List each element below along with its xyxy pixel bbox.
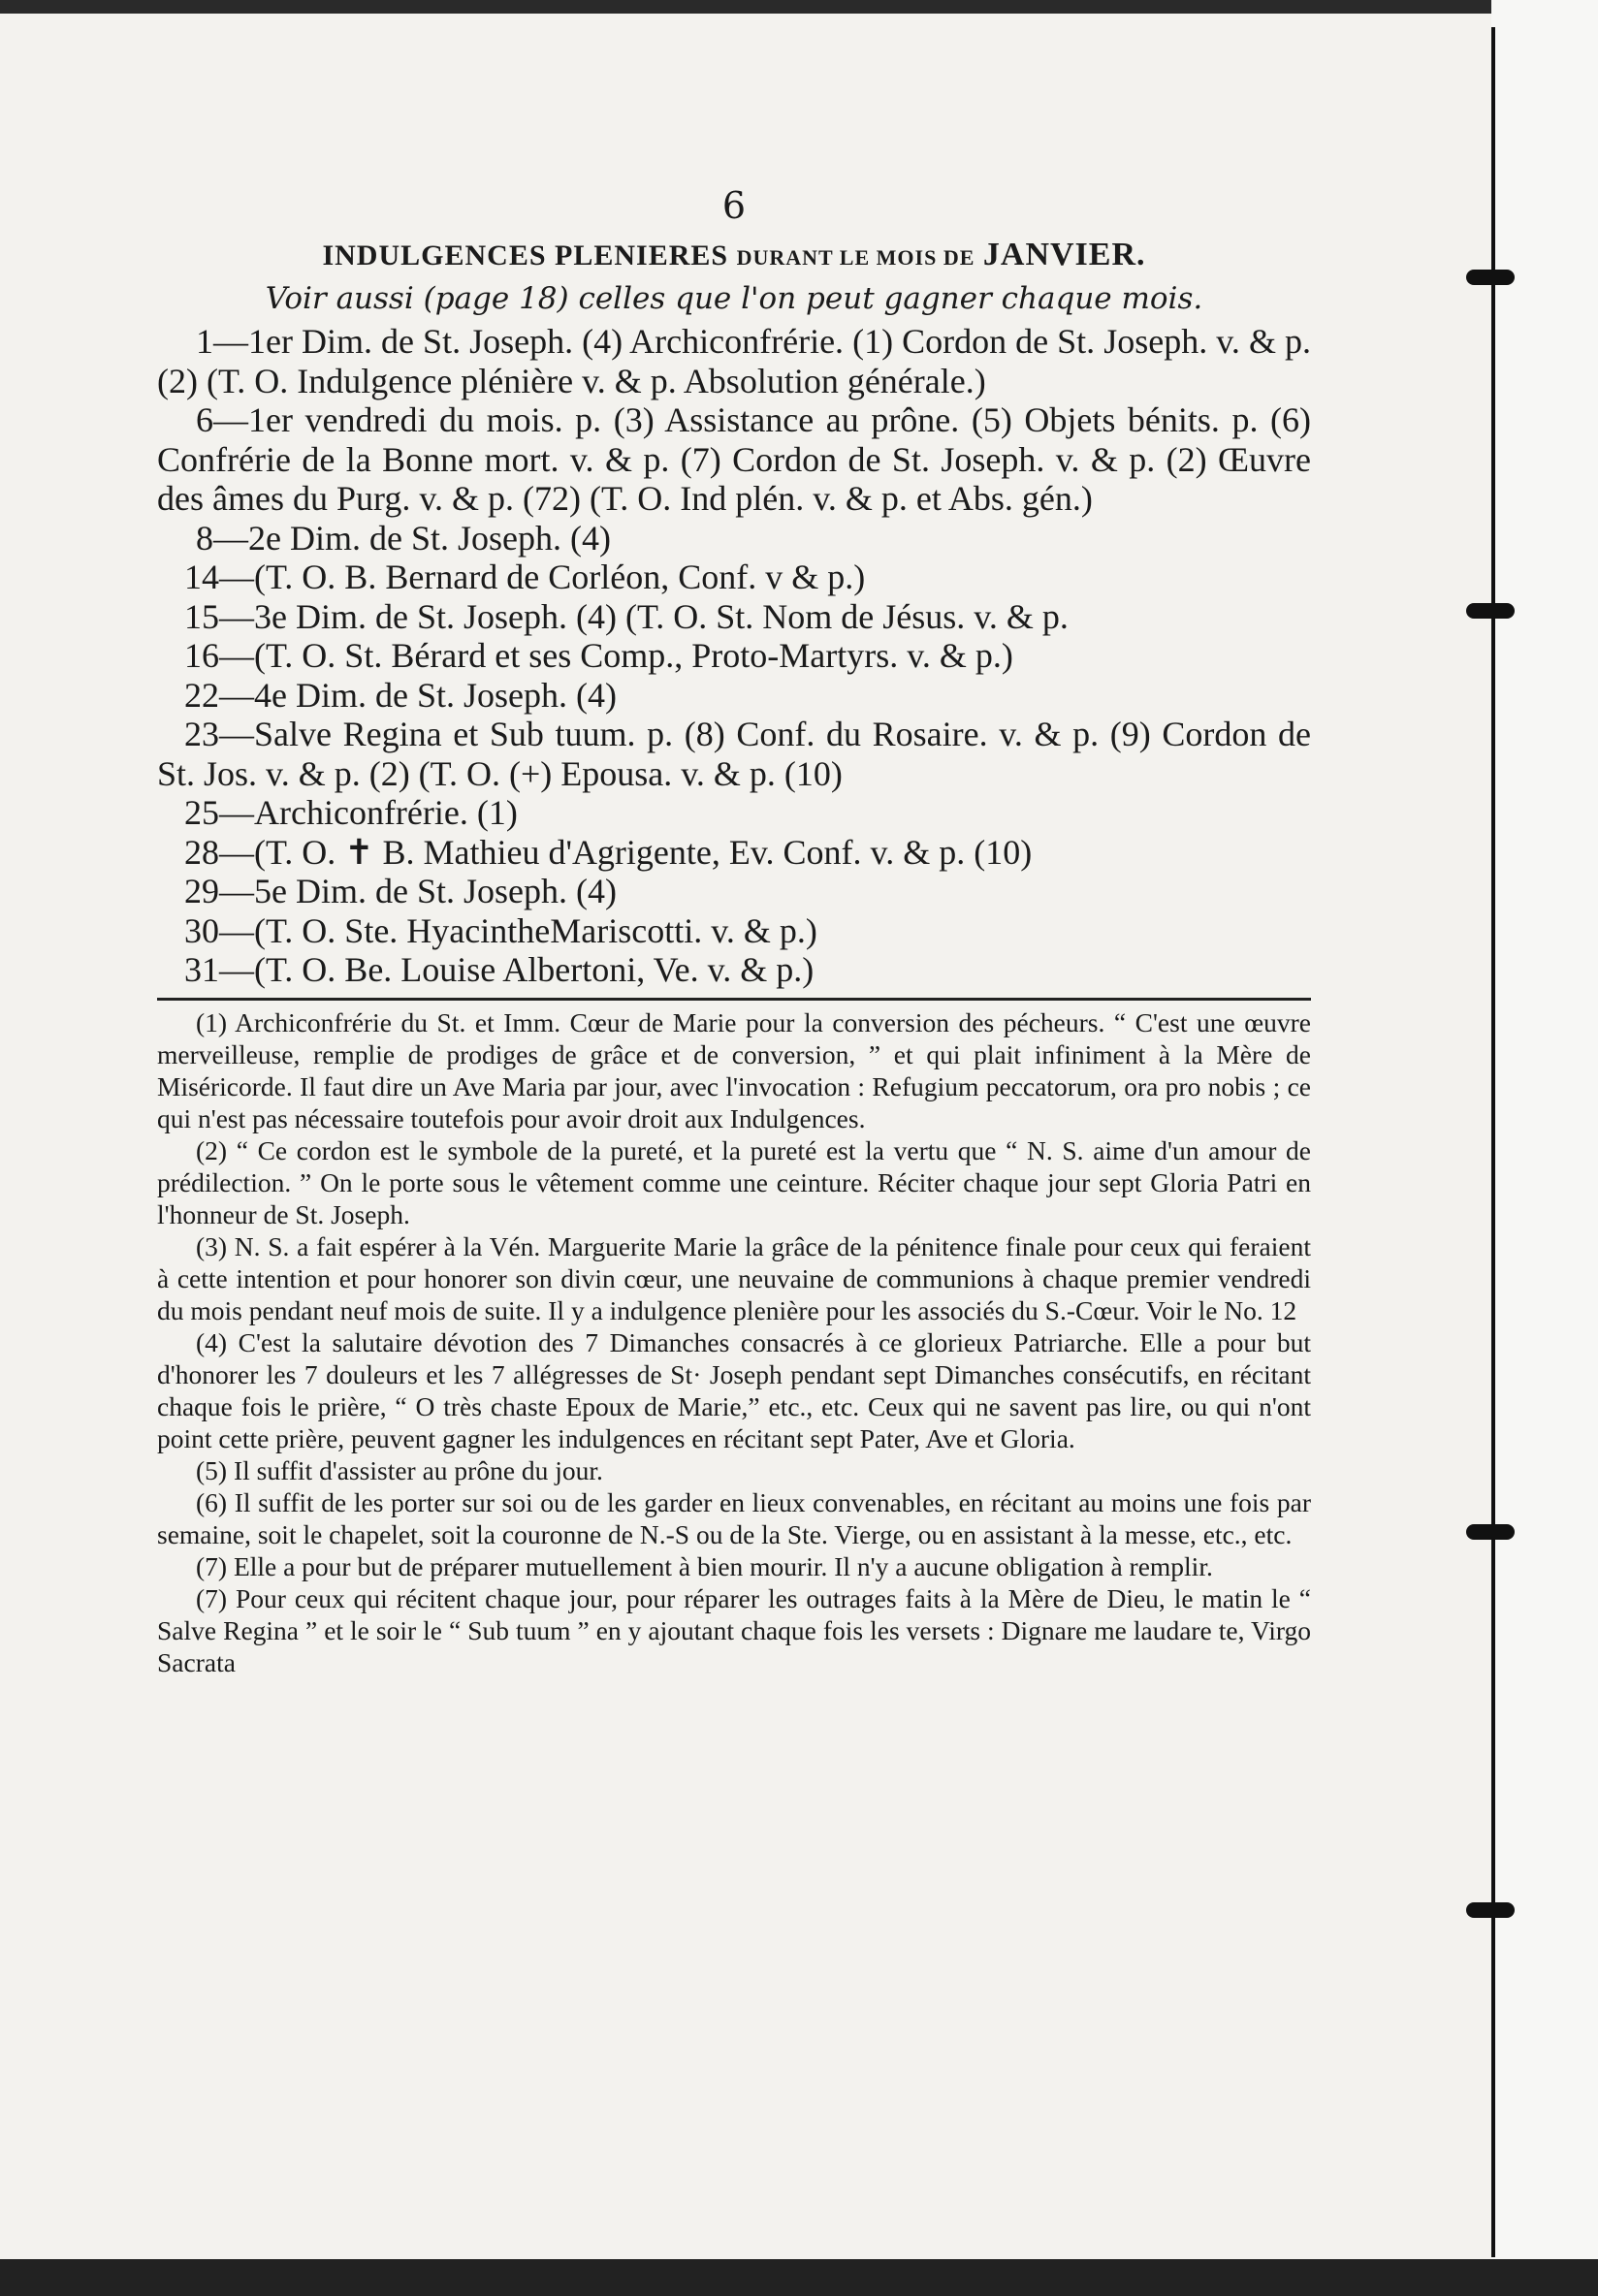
entry-item: 30—(T. O. Ste. HyacintheMariscotti. v. & p.) xyxy=(184,910,817,950)
binding-edge xyxy=(1491,0,1598,2296)
entry-item: 16—(T. O. St. Bérard et ses Comp., Proto-Martyrs. v. & p.) xyxy=(184,636,1013,675)
binding-tab xyxy=(1466,1902,1515,1918)
footnote-divider xyxy=(157,998,1311,1001)
heading-part1: INDULGENCES PLENIERES xyxy=(322,239,729,271)
footnote: (5) Il suffit d'assister au prône du jour. xyxy=(196,1454,603,1485)
entry-item: 25—Archiconfrérie. (1) xyxy=(184,793,518,832)
footnote: (7) Pour ceux qui récitent chaque jour, pour réparer les outrages faits à la Mère de Dieu, le matin le “ Salve Regina ” et le soir le “ Sub tuum ” en y ajoutant chaque fois les versets : Dignare me laudare te, Virgo Sacrata xyxy=(157,1582,1311,1677)
binding-tab xyxy=(1466,1524,1515,1540)
entry-item: 15—3e Dim. de St. Joseph. (4) (T. O. St. Nom de Jésus. v. & p. xyxy=(184,596,1069,636)
footnote: (6) Il suffit de les porter sur soi ou de les garder en lieux convenables, en récitant au moins une fois par semaine, soit le chapelet, soit la couronne de N.-S ou de la Ste. Vierge, ou en assistant à la messe, etc., etc. xyxy=(157,1486,1311,1549)
binding-spine xyxy=(1491,27,1495,2257)
entry-item: 14—(T. O. B. Bernard de Corléon, Conf. v & p.) xyxy=(184,558,866,596)
entry-item: 31—(T. O. Be. Louise Albertoni, Ve. v. & p.) xyxy=(184,950,815,989)
entry-item: 22—4e Dim. de St. Joseph. (4) xyxy=(184,675,617,715)
binding-tab xyxy=(1466,603,1515,619)
indulgence-entries xyxy=(157,322,1311,990)
bottom-shadow xyxy=(0,2259,1598,2296)
footnote: (2) “ Ce cordon est le symbole de la pureté, et la pureté est la vertu que “ N. S. aime d'un amour de prédilection. ” On le porte sous le vêtement comme une ceinture. Réciter chaque jour sept Gloria Patri en l'honneur de St. Joseph. xyxy=(157,1134,1311,1229)
entry-item: 8—2e Dim. de St. Joseph. (4) xyxy=(196,518,611,558)
page-number: 6 xyxy=(721,184,747,227)
entry-item: 6—1er vendredi du mois. p. (3) Assistance au prône. (5) Objets bénits. p. (6) Confrérie de la Bonne mort. v. & p. (7) Cordon de St. Joseph. v. & p. (2) Œuvre des âmes du Purg. v. & p. (72) (T. O. Ind plén. v. & p. et Abs. gén.) xyxy=(157,400,1311,518)
top-shadow xyxy=(0,0,1598,14)
footnote: (3) N. S. a fait espérer à la Vén. Marguerite Marie la grâce de la pénitence finale pour ceux qui feraient à cette intention et pour honorer son divin cœur, une neuvaine de communions à chaque premier vendredi du mois pendant neuf mois de suite. Il y a indulgence plenière pour les associés du S.-Cœur. Voir le No. 12 xyxy=(157,1230,1311,1325)
heading-part2: DURANT LE MOIS DE xyxy=(736,245,975,270)
page-subheading: Voir aussi (page 18) celles que l'on peut gagner chaque mois. xyxy=(265,281,1203,316)
footnote: (4) C'est la salutaire dévotion des 7 Dimanches consacrés à ce glorieux Patriarche. Elle a pour but d'honorer les 7 douleurs et les 7 allégresses de St· Joseph pendant sept Dimanches consécutifs, en récitant chaque fois le prière, “ O très chaste Epoux de Marie,” etc., etc. Ceux qui ne savent pas lire, ou qui n'ont point cette prière, peuvent gagner les indulgences en récitant sept Pater, Ave et Gloria. xyxy=(157,1326,1311,1453)
binding-tab xyxy=(1466,270,1515,285)
page-content xyxy=(157,184,1311,1678)
heading-part3: JANVIER. xyxy=(982,237,1146,272)
footnote: (7) Elle a pour but de préparer mutuellement à bien mourir. Il n'y a aucune obligation à remplir. xyxy=(196,1550,1213,1581)
footnotes xyxy=(157,1006,1311,1678)
page-heading xyxy=(157,237,1311,273)
entry-item: 23—Salve Regina et Sub tuum. p. (8) Conf. du Rosaire. v. & p. (9) Cordon de St. Jos. v. & p. (2) (T. O. (+) Epousa. v. & p. (10) xyxy=(157,715,1311,793)
footnote: (1) Archiconfrérie du St. et Imm. Cœur de Marie pour la conversion des pécheurs. “ C'est une œuvre merveilleuse, remplie de prodiges de grâce et de conversion, ” et qui plait infiniment à la Mère de Miséricorde. Il faut dire un Ave Maria par jour, avec l'invocation : Refugium peccatorum, ora pro nobis ; ce qui n'est pas nécessaire toutefois pour avoir droit aux Indulgences. xyxy=(157,1006,1311,1133)
entry-item: 28—(T. O. ✝ B. Mathieu d'Agrigente, Ev. Conf. v. & p. (10) xyxy=(184,832,1033,872)
entry-item: 1—1er Dim. de St. Joseph. (4) Archiconfrérie. (1) Cordon de St. Joseph. v. & p. (2) (T. O. Indulgence plénière v. & p. Absolution générale.) xyxy=(157,322,1311,400)
entry-item: 29—5e Dim. de St. Joseph. (4) xyxy=(184,872,617,910)
